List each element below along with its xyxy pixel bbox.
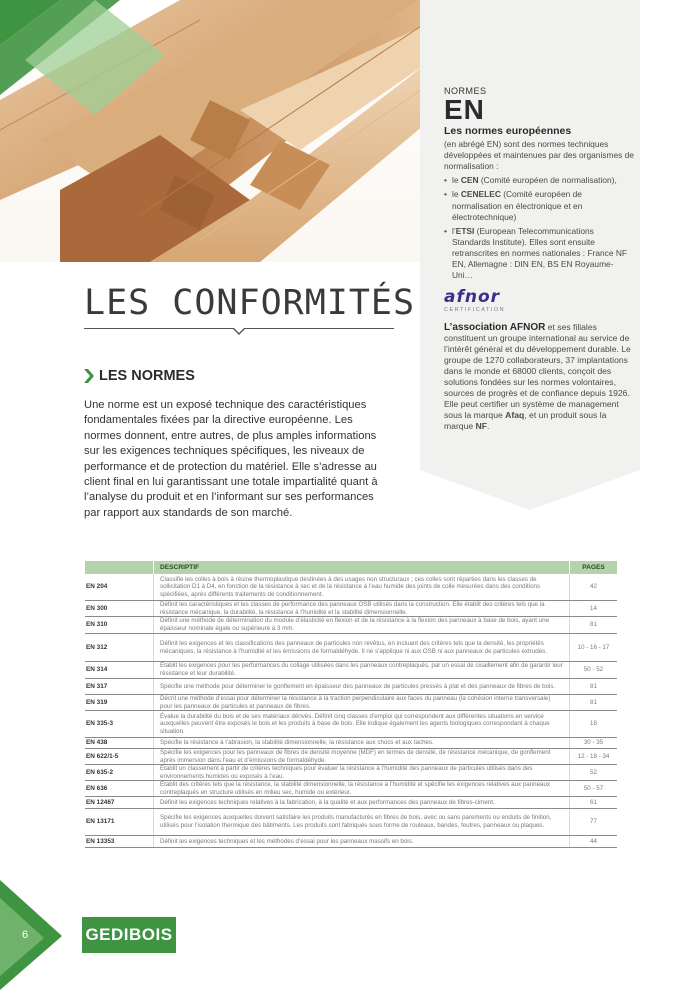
chevron-right-icon [84, 369, 94, 383]
intro-paragraph: Une norme est un exposé technique des caractéristiques fondamentales fixées par la directive européenne. Les normes donnent, entre autres, de plus amples informations sur les exigences techniques spécifiques, les niveaux de performance et de protection du matériel. Elle s’adresse au client final en lui garantissant une totale impartialité quant à l’analyse du produit et en l’informant sur ses performances par rapport aux standards de son marché. [84, 399, 378, 519]
norm-code: EN 13171 [86, 818, 115, 826]
table-row [85, 695, 617, 711]
table-row [85, 781, 617, 797]
norm-pages: 52 [569, 765, 617, 780]
table-row [85, 836, 617, 848]
table-row [85, 634, 617, 662]
norm-pages: 18 [569, 711, 617, 737]
table-row [85, 711, 617, 738]
bullet-cen: • le CEN (Comité européen de normalisation), [444, 175, 617, 186]
table-row [85, 738, 617, 749]
norm-pages: 81 [569, 695, 617, 710]
afnor-logo-cert: CERTIFICATION [444, 307, 506, 314]
table-row [85, 601, 617, 617]
afnor-brand-nf: NF [475, 421, 487, 432]
norm-code: EN 12467 [86, 798, 115, 806]
header-descriptif: DESCRIPTIF [153, 561, 569, 574]
norm-pages: 44 [569, 836, 617, 847]
bullet-etsi-bold: ETSI [455, 225, 475, 236]
page-number: 6 [22, 929, 29, 941]
norm-description: Établit les exigences pour les performances du collage utilisées dans les panneaux contreplaqués, par un essai de cisaillement afin de garantir leur résistance et leur durabilité. [153, 662, 569, 678]
norm-code: EN 317 [86, 682, 108, 690]
norm-description: Spécifie les exigences auxquelles doivent satisfaire les produits manufacturés en fibres de bois, avec ou sans parements ou enduits de finition, utilisés pour l’isolation thermique des bâtiments. Les produits sont fabriqués sous forme de rouleaux, bandes, feutres, panneaux ou plaques. [153, 809, 569, 835]
norm-description: Spécifie la résistance à l’abrasion, la stabilité dimensionnelle, la résistance aux chocs et aux taches. [153, 738, 569, 748]
table-row [85, 617, 617, 634]
norm-description: Spécifie une méthode pour déterminer le gonflement en épaisseur des panneaux de particules pressés à plat et des panneaux de fibres de bois. [153, 679, 569, 694]
norm-description: Définit les exigences techniques relatives à la fabrication, à la qualité et aux performances des panneaux de fibres-ciment. [153, 797, 569, 808]
bullet-dot: • [444, 175, 447, 186]
panel-label: NORMES [444, 86, 487, 96]
table-row [85, 662, 617, 679]
panel-intro: (en abrégé EN) sont des normes techniques développées et maintenues par des organismes de normalisation : [444, 139, 634, 172]
table-header [85, 561, 617, 574]
norm-pages: 50 - 57 [569, 781, 617, 796]
norm-code: EN 314 [86, 666, 108, 674]
norm-pages: 81 [569, 679, 617, 694]
norm-code: EN 335-3 [86, 720, 113, 728]
bullet-etsi-text: (European Telecommunications Standards Institute). Elles sont ensuite retranscrites en normes nationales : France NF EN, Allemagne : DIN EN, BS EN Royaume-Uni… [452, 225, 628, 281]
norm-code: EN 635-2 [86, 768, 113, 776]
norm-pages: 30 - 35 [569, 738, 617, 748]
afnor-title: L’association AFNOR [444, 322, 546, 334]
norm-code: EN 310 [86, 621, 108, 629]
table-row [85, 809, 617, 836]
divider-notch [232, 328, 246, 336]
norm-pages: 10 - 16 - 17 [569, 634, 617, 661]
table-body [85, 574, 617, 848]
table-row [85, 574, 617, 601]
decorative-diamond [0, 0, 170, 130]
panel-subtitle: Les normes européennes [444, 125, 572, 138]
norm-pages: 61 [569, 797, 617, 808]
bullet-cen-text: (Comité européen de normalisation), [478, 175, 617, 186]
norm-description: Spécifie les exigences pour les panneaux de fibres de densité moyenne (MDF) en termes de densité, de résistance mécanique, de gonflement après immersion dans l’eau et d’émissions de formaldéhyde. [153, 749, 569, 764]
table-row [85, 765, 617, 781]
afnor-paragraph: L’association AFNOR et ses filiales constituent un groupe international au service de l’intérêt général et du développement durable. Le groupe de 1270 collaborateurs, 37 implantations dans le monde et 68000 clients, conçoit des solutions fondées sur les normes volontaires, sources de progrès et de confiance depuis 1926. Elle peut certifier un système de management sous la marque Afaq, et un produit sous la marque NF. [444, 322, 631, 432]
bullet-cen-bold: CEN [460, 175, 479, 186]
bullet-cenelec-text: (Comité européen de normalisation en électronique et en électrotechnique) [452, 189, 583, 222]
norm-pages: 81 [569, 617, 617, 633]
afnor-logo [444, 289, 634, 316]
bullet-dot: • [444, 189, 447, 200]
norm-pages: 77 [569, 809, 617, 835]
gedibois-logo: GEDIBOIS [82, 917, 176, 953]
section-heading [84, 368, 195, 384]
table-row [85, 679, 617, 695]
norm-code: EN 312 [86, 643, 108, 651]
norm-code: EN 636 [86, 784, 108, 792]
afnor-logo-word: afnor [444, 287, 501, 308]
table-row [85, 797, 617, 809]
norm-code: EN 622/1-5 [86, 752, 119, 760]
norm-pages: 42 [569, 574, 617, 600]
norm-code: EN 319 [86, 698, 108, 706]
norm-description: Décrit une méthode d’essai pour déterminer la résistance à la traction perpendiculaire aux faces du panneau (la cohésion interne transversale) pour les panneaux de particules et panneaux de fibres. [153, 695, 569, 710]
norm-description: Définit les caractéristiques et les classes de performance des panneaux OSB utilisés dans la construction. Elle établit des critères tels que la résistance mécanique, la durabilité, la résistance à l’humidité et la stabilité dimensionnelle. [153, 601, 569, 616]
bullet-etsi: • l’ETSI (European Telecommunications Standards Institute). Elles sont ensuite retranscrites en normes nationales : France NF EN, Allemagne : DIN EN, BS EN Royaume-Uni… [444, 225, 628, 281]
norm-pages: 50 - 52 [569, 662, 617, 678]
norm-code: EN 204 [86, 583, 108, 591]
page-title: LES CONFORMITÉS [84, 283, 416, 323]
norm-description: Définit les exigences et les classifications des panneaux de particules non revêtus, en incluant des critères tels que la densité, les propriétés mécaniques, la résistance à l’humidité et les émissions de formaldéhyde. Il ne s’applique ni aux OSB ni aux panneaux de particules extrudés. [153, 634, 569, 661]
norms-panel [420, 0, 640, 510]
header-pages: PAGES [569, 561, 617, 574]
bullet-dot: • [444, 225, 447, 236]
norm-description: Définit les exigences techniques et les méthodes d’essai pour les panneaux massifs en bois. [153, 836, 569, 847]
panel-big-title: EN [444, 94, 485, 126]
norm-description: Classifie les colles à bois à résine thermoplastique destinées à des usages non structuraux ; ces colles sont réparties dans les classes de sollicitation D1 à D4, en fonction de la résistance à sec et de la résistance à l’eau humide des joints de colle mesurées dans des conditions spécifiées, après différents traitements de conditionnement. [153, 574, 569, 600]
norm-code: EN 13353 [86, 837, 115, 845]
norm-pages: 12 - 18 - 34 [569, 749, 617, 764]
afnor-brand-afaq: Afaq [505, 410, 525, 421]
norms-table [85, 561, 617, 848]
panel-content [444, 86, 634, 432]
norm-pages: 14 [569, 601, 617, 616]
norm-code: EN 300 [86, 604, 108, 612]
norm-description: Évalue la durabilité du bois et de ses matériaux dérivés. Définit cinq classes d’emploi qui correspondent aux différentes situations en service auxquelles peuvent être exposés le bois et les produits à base de bois. Elle indique également les agents biologiques correspondant à chaque situation. [153, 711, 569, 737]
norm-description: Définit une méthode de détermination du module d’élasticité en flexion et de la résistance à la flexion des panneaux à base de bois, ayant une épaisseur nominale égale ou supérieure à 3 mm. [153, 617, 569, 633]
norm-code: EN 438 [86, 739, 108, 747]
norm-description: Établit un classement à partir de critères techniques pour évaluer la résistance à l’humidité des panneaux de particules utilisés dans des environnements humides ou exposés à l’eau. [153, 765, 569, 780]
table-row [85, 749, 617, 765]
norm-description: Établit des critères tels que la résistance, la stabilité dimensionnelle, la résistance à l’humidité et spécifie les exigences relatives aux panneaux contreplaqués en structure utilisés en milieu sec, humide ou extérieur. [153, 781, 569, 796]
bullet-cenelec-bold: CENELEC [460, 189, 501, 200]
section-heading-text: LES NORMES [99, 368, 195, 384]
footer-triangle [0, 880, 62, 990]
bullet-cenelec: • le CENELEC (Comité européen de normalisation en électronique et en électrotechnique) [444, 189, 583, 222]
